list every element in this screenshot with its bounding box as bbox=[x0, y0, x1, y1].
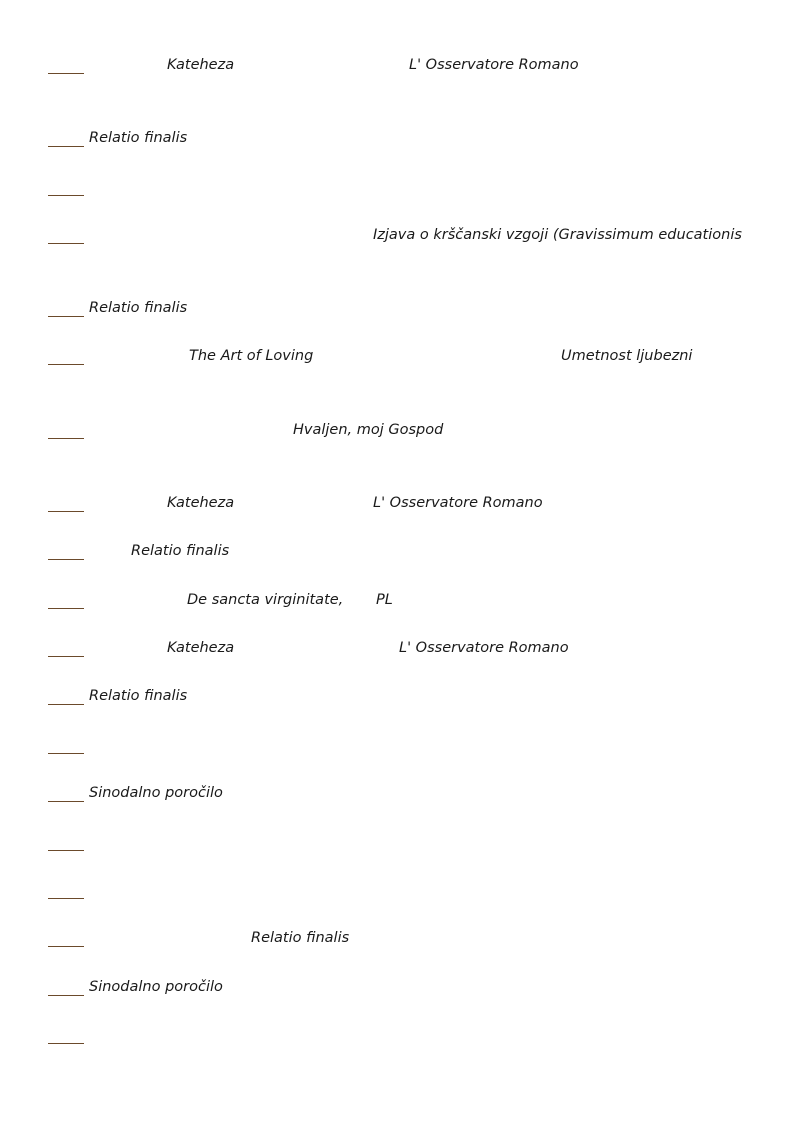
footnote-rule bbox=[48, 364, 84, 365]
footnote-rule bbox=[48, 511, 84, 512]
footnote-row bbox=[0, 591, 793, 611]
italic-fragment: Hvaljen, moj Gospod bbox=[293, 422, 444, 438]
footnote-rule bbox=[48, 73, 84, 74]
italic-fragment: Relatio finalis bbox=[251, 930, 350, 946]
footnote-row bbox=[0, 347, 793, 367]
footnote-row bbox=[0, 784, 793, 804]
footnote-row bbox=[0, 542, 793, 562]
footnote-rule bbox=[48, 801, 84, 802]
footnote-row bbox=[0, 299, 793, 319]
italic-fragment: Kateheza bbox=[167, 57, 235, 73]
italic-fragment: Relatio finalis bbox=[89, 688, 188, 704]
footnote-row bbox=[0, 833, 793, 853]
italic-fragment: Kateheza bbox=[167, 495, 235, 511]
footnote-rule bbox=[48, 243, 84, 244]
footnote-rule bbox=[48, 898, 84, 899]
footnote-rule bbox=[48, 316, 84, 317]
footnote-rule bbox=[48, 995, 84, 996]
footnote-rule bbox=[48, 438, 84, 439]
italic-fragment: De sancta virginitate, bbox=[187, 592, 344, 608]
footnote-rule bbox=[48, 753, 84, 754]
italic-fragment: The Art of Loving bbox=[189, 348, 314, 364]
footnote-row bbox=[0, 736, 793, 756]
footnote-rule bbox=[48, 559, 84, 560]
footnote-rule bbox=[48, 608, 84, 609]
italic-fragment: Sinodalno poročilo bbox=[89, 979, 223, 995]
footnote-rule bbox=[48, 146, 84, 147]
italic-fragment: Relatio finalis bbox=[131, 543, 230, 559]
footnote-rule bbox=[48, 704, 84, 705]
footnote-rule bbox=[48, 946, 84, 947]
footnote-row bbox=[0, 226, 793, 246]
italic-fragment: Relatio finalis bbox=[89, 300, 188, 316]
footnote-rule bbox=[48, 1043, 84, 1044]
italic-fragment: L' Osservatore Romano bbox=[399, 640, 569, 656]
italic-fragment: Izjava o krščanski vzgoji (Gravissimum educationis bbox=[373, 227, 742, 243]
footnote-rule bbox=[48, 195, 84, 196]
footnote-row bbox=[0, 978, 793, 998]
italic-fragment: L' Osservatore Romano bbox=[409, 57, 579, 73]
italic-fragment: L' Osservatore Romano bbox=[373, 495, 543, 511]
footnote-row bbox=[0, 56, 793, 76]
footnote-row bbox=[0, 494, 793, 514]
footnote-row bbox=[0, 178, 793, 198]
footnote-row bbox=[0, 1026, 793, 1046]
italic-fragment: Kateheza bbox=[167, 640, 235, 656]
footnote-row bbox=[0, 129, 793, 149]
footnote-row bbox=[0, 881, 793, 901]
footnote-row bbox=[0, 639, 793, 659]
footnote-row bbox=[0, 929, 793, 949]
footnote-row bbox=[0, 687, 793, 707]
footnote-rule bbox=[48, 850, 84, 851]
footnote-rule bbox=[48, 656, 84, 657]
footnote-row bbox=[0, 421, 793, 441]
italic-fragment: Relatio finalis bbox=[89, 130, 188, 146]
italic-fragment: Umetnost ljubezni bbox=[561, 348, 693, 364]
italic-fragment: Sinodalno poročilo bbox=[89, 785, 223, 801]
italic-fragment: PL bbox=[376, 592, 393, 608]
